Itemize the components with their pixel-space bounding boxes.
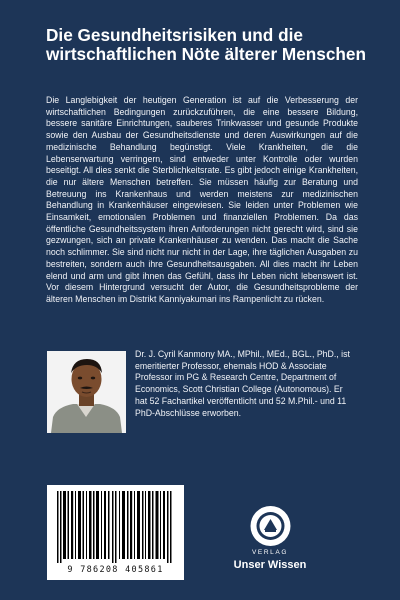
isbn-number: 9 786208 405861	[67, 565, 164, 575]
publisher-name: Unser Wissen	[233, 559, 307, 571]
book-title: Die Gesundheitsrisiken und die wirtschaftlichen Nöte älterer Menschen	[46, 25, 366, 64]
publisher-verlag-label: VERLAG	[252, 549, 288, 556]
isbn-barcode	[47, 485, 184, 580]
book-description: Die Langlebigkeit der heutigen Generation ist auf die Verbesserung der wirtschaftlichen Bedingungen zurückzuführen, die eine bessere Bildung, bessere sanitäre Einrichtungen, sauberes Trinkwasser und gesunde Produkte sowie den Ausbau der Gesundheitsdienste und deren Auswirkungen auf die medizinische Behandlung begünstigt. Viele Krankheiten, die die Lebenserwartung verringern, sind entweder unter Kontrolle oder wurden beseitigt. All dies senkt die Sterblichkeitsrate. Es gibt jedoch einige Krankheiten, die nur ältere Menschen betreffen. Sie müssen häufig zur Beratung und Betreuung ins Krankenhaus und werden meistens zur medizinischen Behandlung in Krankenhäuser eingewiesen. Sie leiden unter Problemen wie Einsamkeit, emotionalen Problemen und finanziellen Problemen. Da das öffentliche Gesundheitssystem ihren Anforderungen nicht gerecht wird, sind sie gezwungen, sich an private Krankenhäuser zu wenden. Das macht die Sache noch schlimmer. Sie sind nicht nur nicht in der Lage, ihre täglichen Ausgaben zu bestreiten, sondern auch ihre Gesundheitsausgaben. All dies macht ihr Leben elend und arm und gibt ihnen das Gefühl, dass ihr Leben nicht lebenswert ist. Vor diesem Hintergrund versucht der Autor, die Gesundheitsprobleme der älteren Menschen im Distrikt Kanniyakumari ins Rampenlicht zu rücken.	[46, 95, 358, 304]
author-bio: Dr. J. Cyril Kanmony MA., MPhil., MEd., BGL., PhD., ist emeritierter Professor, ehemals HOD & Associate Professor im PG & Research Centre, Department of Economics, Scott Christian College (Autonomous). Er hat 52 Fachartikel veröffentlicht und 52 M.Phil.- und 11 PhD-Abschlüsse erworben.	[135, 349, 350, 418]
publisher-seal-icon	[243, 504, 298, 548]
barcode-bars	[56, 491, 175, 563]
author-photo	[47, 351, 126, 433]
